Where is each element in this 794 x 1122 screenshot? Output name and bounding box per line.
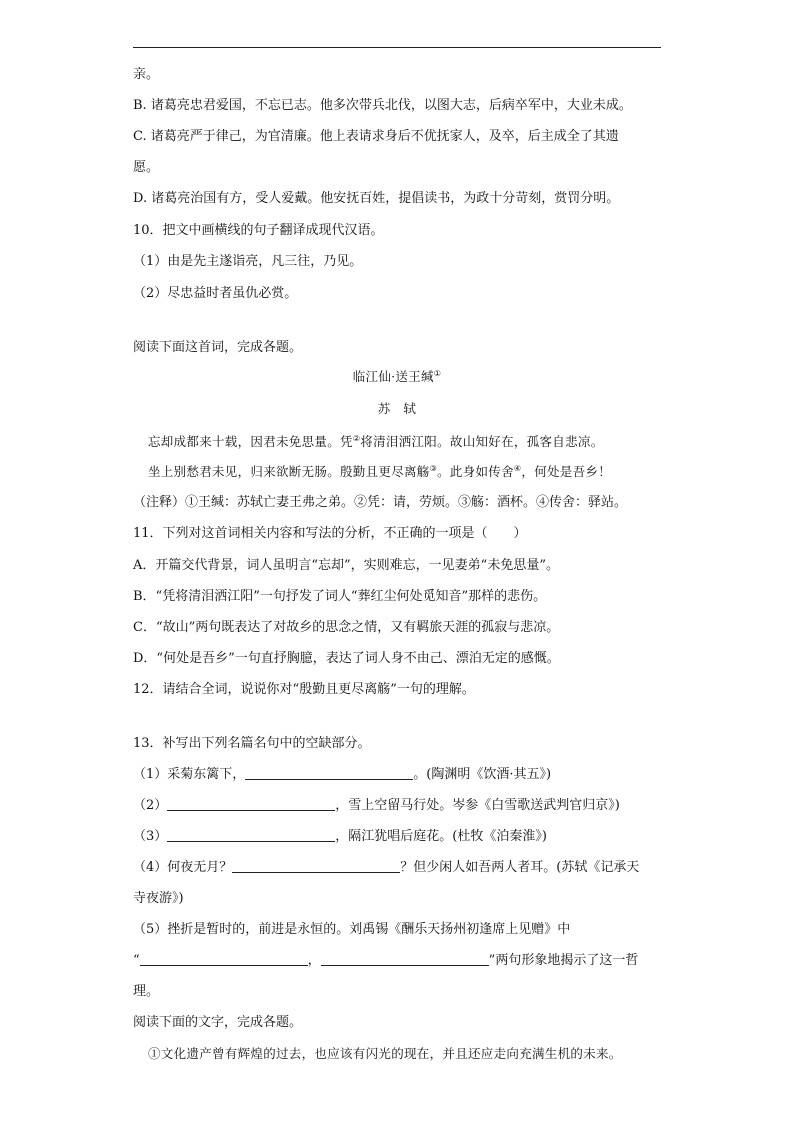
answer-blank[interactable] <box>167 828 335 842</box>
question-13-item-3: （3） ，隔江犹唱后庭花。(杜牧《泊秦淮》) <box>133 829 547 844</box>
option-a-tail: 亲。 <box>133 67 160 82</box>
question-11-option-d: D．“何处是吾乡”一句直抒胸臆，表达了词人身不由己、漂泊无定的感慨。 <box>133 651 560 666</box>
question-13-item-2: （2） ，雪上空留马行处。岑参《白雪歌送武判官归京》) <box>133 798 620 813</box>
reading-intro: 阅读下面的文字，完成各题。 <box>133 1015 303 1030</box>
answer-blank[interactable] <box>245 766 413 780</box>
poem-line-2: 坐上别愁君未见，归来欲断无肠。殷勤且更尽离觞③。此身如传舍④，何处是吾乡！ <box>148 463 611 479</box>
footnote-marker: ④ <box>513 463 522 473</box>
footnote-marker: ③ <box>429 463 438 473</box>
question-11-option-a: A．开篇交代背景，词人虽明言“忘却”，实则难忘，一见妻弟“未免思量”。 <box>133 558 559 573</box>
question-13-item-5-blanks: “ ， ”两句形象地揭示了这一哲 <box>133 953 639 968</box>
option-b: B. 诸葛亮忠君爱国，不忘已志。他多次带兵北伐，以图大志，后病卒军中，大业未成。 <box>133 98 632 113</box>
answer-blank[interactable] <box>321 952 489 966</box>
question-10-sentence-2: （2）尽忠益时者虽仇必赏。 <box>133 286 298 301</box>
option-c-cont: 愿。 <box>133 160 160 175</box>
answer-blank[interactable] <box>232 859 400 873</box>
poem-author: 苏 轼 <box>377 401 417 416</box>
question-11-option-c: C．“故山”两句既表达了对故乡的思念之情，又有羁旅天涯的孤寂与悲凉。 <box>133 620 560 635</box>
header-rule <box>133 47 661 48</box>
question-13-item-1: （1）采菊东篱下， 。(陶渊明《饮酒·其五》) <box>133 767 552 782</box>
footnote-marker: ② <box>352 433 361 443</box>
question-13-item-5: （5）挫折是暂时的，前进是永恒的。刘禹锡《酬乐天扬州初逢席上见赠》中 <box>133 922 571 937</box>
question-11-option-b: B．“凭将清泪洒江阳”一句抒发了词人“葬红尘何处觅知音”那样的悲伤。 <box>133 589 547 604</box>
question-13-item-4: （4）何夜无月？ ？但少闲人如吾两人者耳。(苏轼《记承天 <box>133 860 640 875</box>
answer-blank[interactable] <box>167 797 335 811</box>
question-13-item-5-cont: 理。 <box>133 984 160 999</box>
question-12-stem: 12．请结合全词，说说你对“殷勤且更尽离觞”一句的理解。 <box>133 682 475 697</box>
reading-paragraph-1: ①文化遗产曾有辉煌的过去，也应该有闪光的现在，并且还应走向充满生机的未来。 <box>148 1046 622 1061</box>
question-10-sentence-1: （1）由是先主遂诣亮，凡三往，乃见。 <box>133 254 363 269</box>
option-c: C. 诸葛亮严于律己，为官清廉。他上表请求身后不优抚家人，及卒，后主成全了其遗 <box>133 129 619 144</box>
option-d: D. 诸葛亮治国有方，受人爱戴。他安抚百姓，提倡读书，为政十分苛刻，赏罚分明。 <box>133 191 620 206</box>
poem-line-1: 忘却成都来十载，因君未免思量。凭②将清泪洒江阳。故山知好在，孤客自悲凉。 <box>148 433 604 449</box>
question-10-stem: 10．把文中画横线的句子翻译成现代汉语。 <box>133 223 384 238</box>
question-11-stem: 11．下列对这首词相关内容和写法的分析，不正确的一项是（ ） <box>133 526 527 541</box>
poem-title: 临江仙·送王缄① <box>352 368 442 384</box>
answer-blank[interactable] <box>140 952 308 966</box>
question-13-item-4-cont: 寺夜游》) <box>133 891 184 906</box>
poem-notes: （注释）①王缄：苏轼亡妻王弗之弟。②凭：请，劳烦。③觞：酒杯。④传舍：驿站。 <box>133 495 628 510</box>
question-13-stem: 13．补写出下列名篇名句中的空缺部分。 <box>133 736 371 751</box>
poem-intro: 阅读下面这首词，完成各题。 <box>133 340 303 355</box>
footnote-marker: ① <box>433 368 442 378</box>
